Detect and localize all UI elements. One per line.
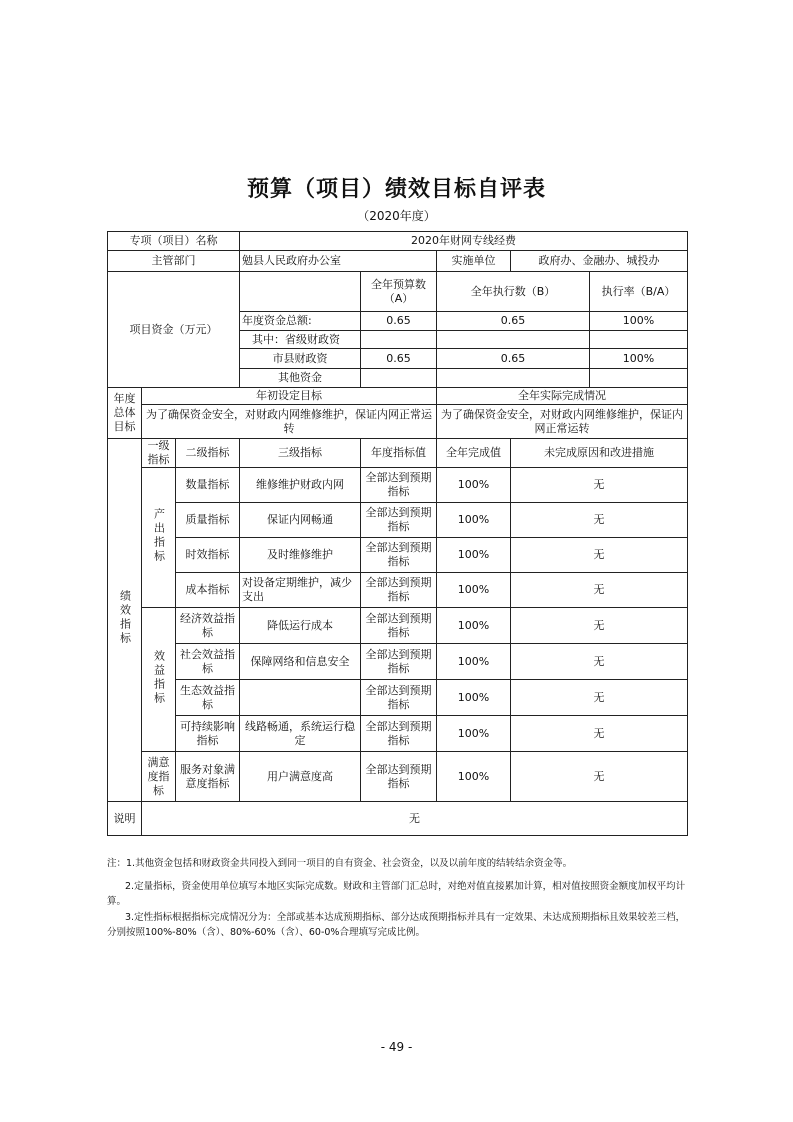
page-title: 预算（项目）绩效目标自评表 <box>246 177 546 202</box>
goal-set-text: 为了确保资金安全，对财政内网维修维护，保证内网正常运转 <box>142 405 437 439</box>
indicator-actual: 100% <box>437 716 511 752</box>
other-exec <box>437 369 590 388</box>
header-reason: 未完成原因和改进措施 <box>511 439 688 468</box>
indicator-l3: 线路畅通，系统运行稳定 <box>240 716 361 752</box>
indicator-reason: 无 <box>511 608 688 644</box>
indicator-actual: 100% <box>437 752 511 802</box>
indicator-actual: 100% <box>437 608 511 644</box>
header-target: 年度指标值 <box>361 439 437 468</box>
indicator-l3: 保证内网畅通 <box>240 503 361 538</box>
city-rate: 100% <box>590 349 688 369</box>
note-2: 2.定量指标，资金使用单位填写本地区实际完成数。财政和主管部门汇总时，对绝对值直接累加计算，相对值按照资金额度加权平均计算。 <box>107 881 686 907</box>
annual-total-label: 年度资金总额: <box>240 312 361 331</box>
indicator-actual: 100% <box>437 538 511 573</box>
annual-rate: 100% <box>590 312 688 331</box>
project-name-label: 专项（项目）名称 <box>108 232 240 251</box>
perf-indicator-label: 绩效指标 <box>108 439 142 802</box>
city-county-label: 市县财政资 <box>240 349 361 369</box>
header-l2: 二级指标 <box>176 439 240 468</box>
city-budget: 0.65 <box>361 349 437 369</box>
header-l1: 一级指标 <box>142 439 176 468</box>
header-actual: 全年完成值 <box>437 439 511 468</box>
provincial-label: 其中：省级财政资 <box>240 331 361 349</box>
indicator-l3: 维修维护财政内网 <box>240 468 361 503</box>
annual-exec: 0.65 <box>437 312 590 331</box>
indicator-l3: 用户满意度高 <box>240 752 361 802</box>
indicator-reason: 无 <box>511 680 688 716</box>
col-budget-header: 全年预算数（A） <box>361 272 437 312</box>
indicator-l2: 社会效益指标 <box>176 644 240 680</box>
provincial-rate <box>590 331 688 349</box>
indicator-reason: 无 <box>511 644 688 680</box>
indicator-l3 <box>240 680 361 716</box>
col-rate-header: 执行率（B/A） <box>590 272 688 312</box>
indicator-reason: 无 <box>511 752 688 802</box>
satisfaction-indicator-label: 满意度指标 <box>142 752 176 802</box>
indicator-l2: 数量指标 <box>176 468 240 503</box>
goal-actual-text: 为了确保资金安全，对财政内网维修维护，保证内网正常运转 <box>437 405 688 439</box>
indicator-reason: 无 <box>511 573 688 608</box>
provincial-budget <box>361 331 437 349</box>
output-indicator-label: 产出指标 <box>142 468 176 608</box>
impl-unit-label: 实施单位 <box>437 251 511 272</box>
indicator-actual: 100% <box>437 644 511 680</box>
indicator-actual: 100% <box>437 503 511 538</box>
indicator-actual: 100% <box>437 573 511 608</box>
page-number: - 49 - <box>380 1040 413 1054</box>
indicator-l2: 时效指标 <box>176 538 240 573</box>
goal-set-header: 年初设定目标 <box>142 388 437 405</box>
project-name-value: 2020年财网专线经费 <box>240 232 688 251</box>
indicator-reason: 无 <box>511 468 688 503</box>
note-1: 注：1.其他资金包括和财政资金共同投入到同一项目的自有资金、社会资金，以及以前年度的结转结余资金等。 <box>107 858 573 869</box>
indicator-target: 全部达到预期指标 <box>361 752 437 802</box>
indicator-l3: 降低运行成本 <box>240 608 361 644</box>
indicator-target: 全部达到预期指标 <box>361 538 437 573</box>
impl-unit-value: 政府办、金融办、城投办 <box>511 251 688 272</box>
indicator-l3: 对设备定期维护，减少支出 <box>240 573 361 608</box>
year-subtitle: （2020年度） <box>357 209 436 223</box>
indicator-l2: 经济效益指标 <box>176 608 240 644</box>
indicator-l2: 服务对象满意度指标 <box>176 752 240 802</box>
indicator-target: 全部达到预期指标 <box>361 468 437 503</box>
indicator-target: 全部达到预期指标 <box>361 573 437 608</box>
benefit-indicator-label: 效益指标 <box>142 608 176 752</box>
indicator-target: 全部达到预期指标 <box>361 503 437 538</box>
indicator-l3: 及时维修维护 <box>240 538 361 573</box>
funds-header-blank <box>240 272 361 312</box>
indicator-actual: 100% <box>437 468 511 503</box>
indicator-target: 全部达到预期指标 <box>361 680 437 716</box>
funds-label: 项目资金（万元） <box>108 272 240 388</box>
provincial-exec <box>437 331 590 349</box>
indicator-reason: 无 <box>511 503 688 538</box>
goal-actual-header: 全年实际完成情况 <box>437 388 688 405</box>
dept-value: 勉县人民政府办公室 <box>240 251 437 272</box>
indicator-l2: 可持续影响指标 <box>176 716 240 752</box>
dept-label: 主管部门 <box>108 251 240 272</box>
header-l3: 三级指标 <box>240 439 361 468</box>
indicator-target: 全部达到预期指标 <box>361 716 437 752</box>
indicator-target: 全部达到预期指标 <box>361 608 437 644</box>
annual-budget: 0.65 <box>361 312 437 331</box>
other-rate <box>590 369 688 388</box>
self-evaluation-table <box>107 231 688 836</box>
city-exec: 0.65 <box>437 349 590 369</box>
indicator-actual: 100% <box>437 680 511 716</box>
other-budget <box>361 369 437 388</box>
remark-label: 说明 <box>108 802 142 836</box>
indicator-l2: 生态效益指标 <box>176 680 240 716</box>
remark-value: 无 <box>142 802 688 836</box>
other-funds-label: 其他资金 <box>240 369 361 388</box>
indicator-target: 全部达到预期指标 <box>361 644 437 680</box>
indicator-reason: 无 <box>511 538 688 573</box>
indicator-l2: 成本指标 <box>176 573 240 608</box>
indicator-reason: 无 <box>511 716 688 752</box>
col-exec-header: 全年执行数（B） <box>437 272 590 312</box>
indicator-l3: 保障网络和信息安全 <box>240 644 361 680</box>
indicator-l2: 质量指标 <box>176 503 240 538</box>
note-3: 3.定性指标根据指标完成情况分为：全部或基本达成预期指标、部分达成预期指标并具有一定效果、未达成预期指标且效果较差三档，分别按照100%-80%（含）、80%-60%（含）、60-0%合理填写完成比例。 <box>107 912 686 938</box>
overall-goal-label: 年度总体目标 <box>108 388 142 439</box>
